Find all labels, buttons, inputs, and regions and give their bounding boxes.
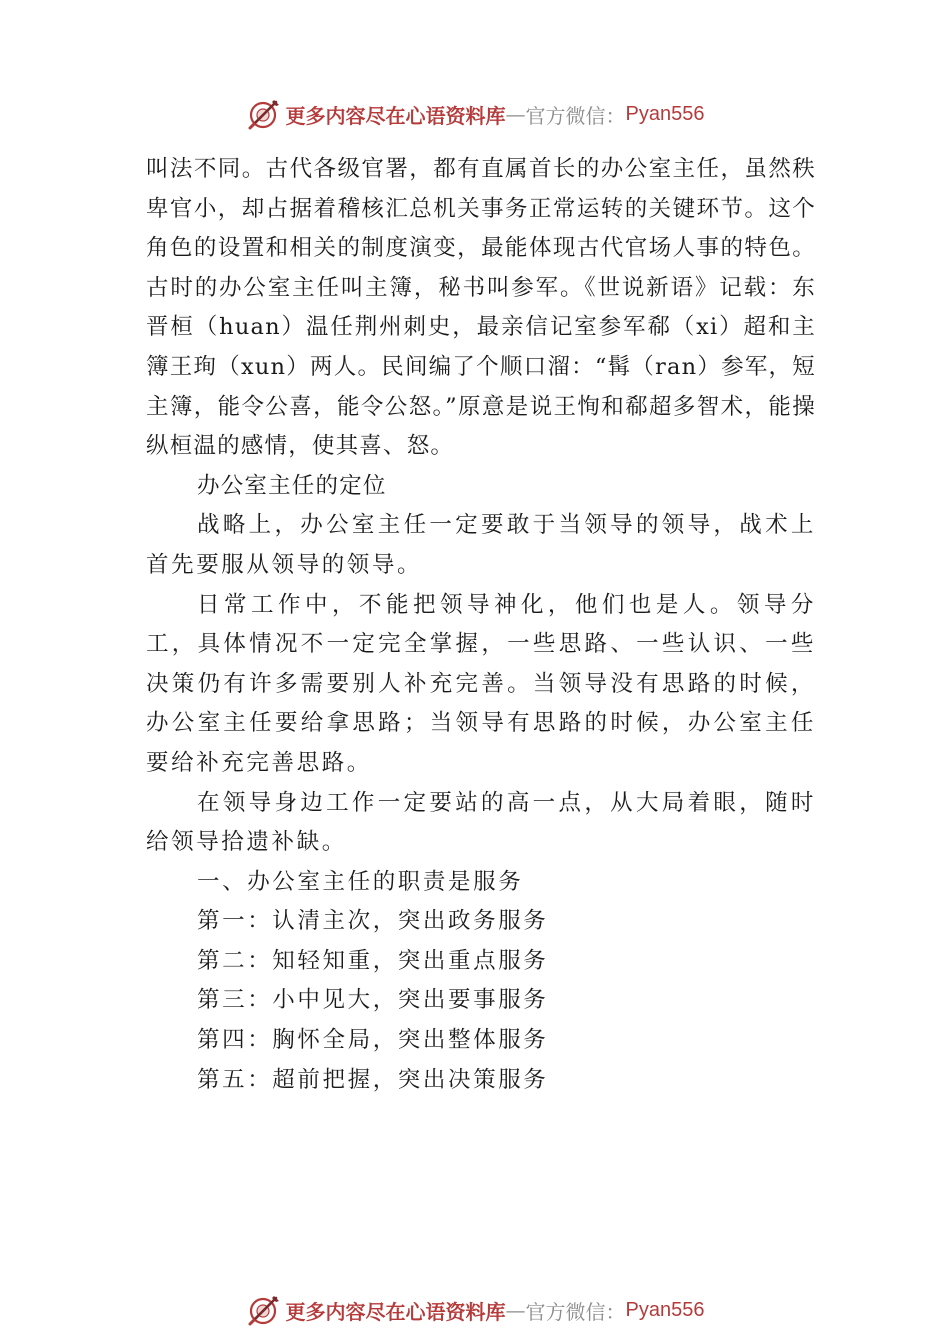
list-item-duty-4: 第四：胸怀全局，突出整体服务 [197, 1027, 549, 1054]
footer-banner [0, 1290, 950, 1330]
paragraph-daily-work: 日常工作中，不能把领导神化，他们也是人。领导分工，具体情况不一定完全掌握，一些思路、一些认识、一些决策仍有许多需要别人补充完善。当领导没有思路的时候，办公室主任要给拿思路；当领导有思路的时候，办公室主任要给补充完善思路。 [146, 591, 816, 776]
header-banner [0, 94, 950, 134]
footer-brand-text: 更多内容尽在心语资料库 [285, 1299, 506, 1324]
footer-dash: — [505, 1298, 526, 1322]
brand-logo-icon [246, 96, 282, 132]
list-item-duty-3: 第三：小中见大，突出要事服务 [197, 987, 549, 1014]
paragraph-intro: 叫法不同。古代各级官署，都有直属首长的办公室主任，虽然秩卑官小，却占据着稽核汇总机关事务正常运转的关键环节。这个角色的设置和相关的制度演变，最能体现古代官场人事的特色。古时的办公室主任叫主簿，秘书叫参军。《世说新语》记载：东晋桓（huan）温任荆州刺史，最亲信记室参军郗（xi）超和主簿王珣（xun）两人。民间编了个顺口溜：“髯（ran）参军，短主簿，能令公喜，能令公怒。”原意是说王恂和郗超多智术，能操纵桓温的感情，使其喜、怒。 [146, 156, 816, 460]
header-brand-text: 更多内容尽在心语资料库 [285, 103, 506, 128]
list-item-duty-5: 第五：超前把握，突出决策服务 [197, 1066, 549, 1093]
document-body [146, 150, 816, 1100]
brand-logo-icon [246, 1292, 282, 1328]
section-heading-positioning: 办公室主任的定位 [197, 472, 387, 499]
list-item-duty-2: 第二：知轻知重，突出重点服务 [197, 947, 549, 974]
paragraph-big-picture: 在领导身边工作一定要站的高一点，从大局着眼，随时给领导拾遗补缺。 [146, 789, 816, 856]
header-wechat-id: Pyan556 [625, 102, 705, 125]
header-dash: — [505, 102, 526, 126]
footer-wechat-label: 官方微信： [525, 1299, 626, 1324]
list-item-duty-1: 第一：认清主次，突出政务服务 [197, 908, 549, 935]
paragraph-strategy: 战略上，办公室主任一定要敢于当领导的领导，战术上首先要服从领导的领导。 [146, 512, 816, 578]
section-heading-duties: 一、办公室主任的职责是服务 [197, 868, 524, 895]
header-wechat-label: 官方微信： [525, 103, 626, 128]
footer-wechat-id: Pyan556 [625, 1298, 705, 1321]
